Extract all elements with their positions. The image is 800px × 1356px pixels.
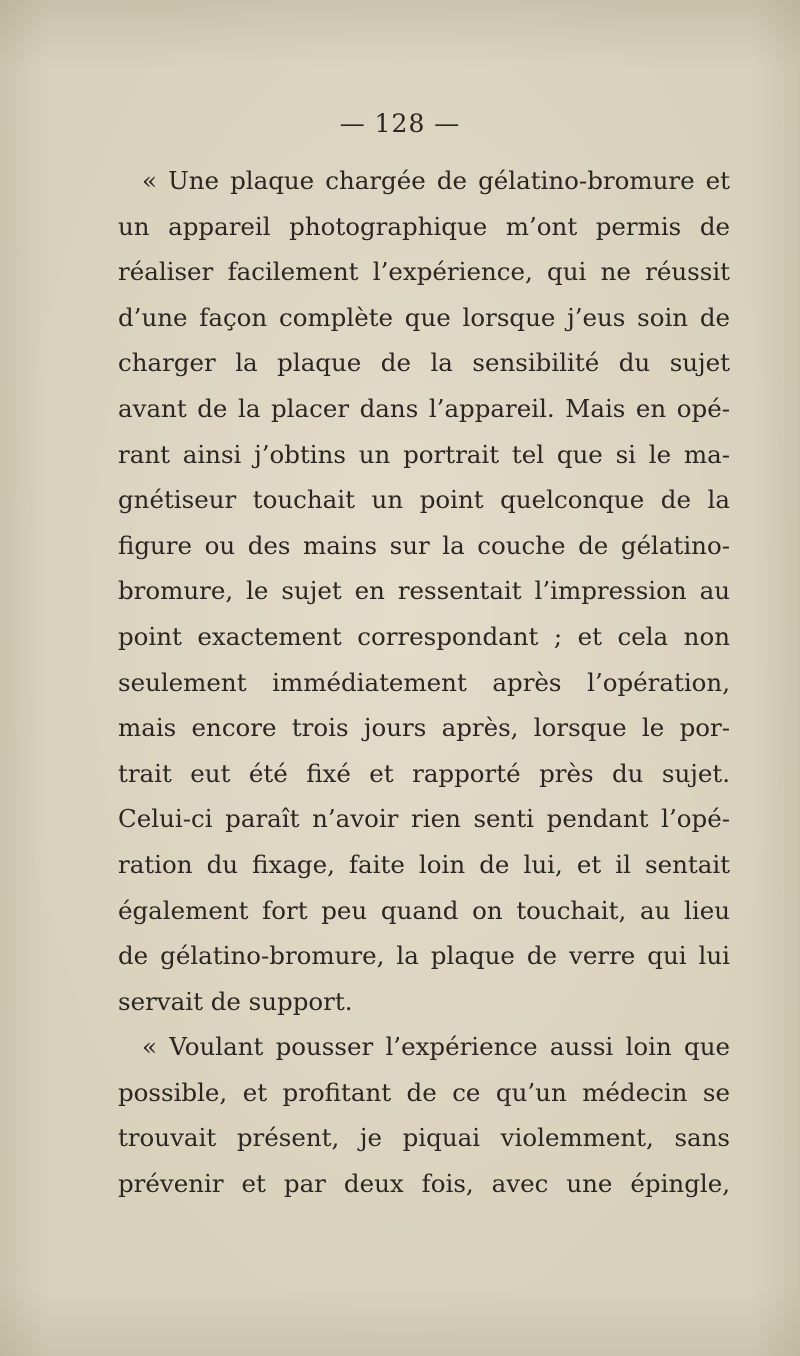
text-line: seulement immédiatement après l’opération, bbox=[118, 667, 730, 697]
text-line: « Voulant pousser l’expérience aussi loin que bbox=[142, 1032, 730, 1062]
text-line: ration du fixage, faite loin de lui, et il sentait bbox=[118, 849, 730, 879]
text-line: charger la plaque de la sensibilité du sujet bbox=[118, 348, 730, 378]
text-line: possible, et profitant de ce qu’un médecin se bbox=[118, 1077, 730, 1107]
text-line: un appareil photographique m’ont permis de bbox=[118, 211, 730, 241]
text-line: trait eut été fixé et rapporté près du sujet. bbox=[118, 758, 730, 788]
text-line: réaliser facilement l’expérience, qui ne réussit bbox=[118, 257, 730, 287]
body-text bbox=[118, 158, 730, 1207]
text-line: mais encore trois jours après, lorsque le por- bbox=[118, 713, 730, 743]
page-number: — 128 — bbox=[339, 109, 461, 138]
text-line: point exactement correspondant ; et cela non bbox=[118, 621, 730, 651]
text-line: gnétiseur touchait un point quelconque de la bbox=[118, 485, 730, 515]
text-line: avant de la placer dans l’appareil. Mais en opé- bbox=[118, 393, 730, 423]
text-line: « Une plaque chargée de gélatino-bromure et bbox=[142, 166, 730, 195]
text-line: d’une façon complète que lorsque j’eus soin de bbox=[118, 302, 730, 332]
text-line: prévenir et par deux fois, avec une épingle, bbox=[118, 1169, 730, 1199]
text-line: servait de support. bbox=[118, 986, 353, 1016]
text-line: de gélatino-bromure, la plaque de verre qui lui bbox=[118, 941, 730, 971]
text-line: également fort peu quand on touchait, au lieu bbox=[118, 895, 730, 925]
text-line: rant ainsi j’obtins un portrait tel que si le ma- bbox=[118, 439, 730, 469]
text-line: figure ou des mains sur la couche de gélatino- bbox=[118, 530, 730, 560]
text-line: trouvait présent, je piquai violemment, sans bbox=[118, 1123, 730, 1153]
text-line: Celui-ci paraît n’avoir rien senti pendant l’opé- bbox=[118, 804, 730, 834]
text-line: bromure, le sujet en ressentait l’impression au bbox=[118, 576, 730, 606]
